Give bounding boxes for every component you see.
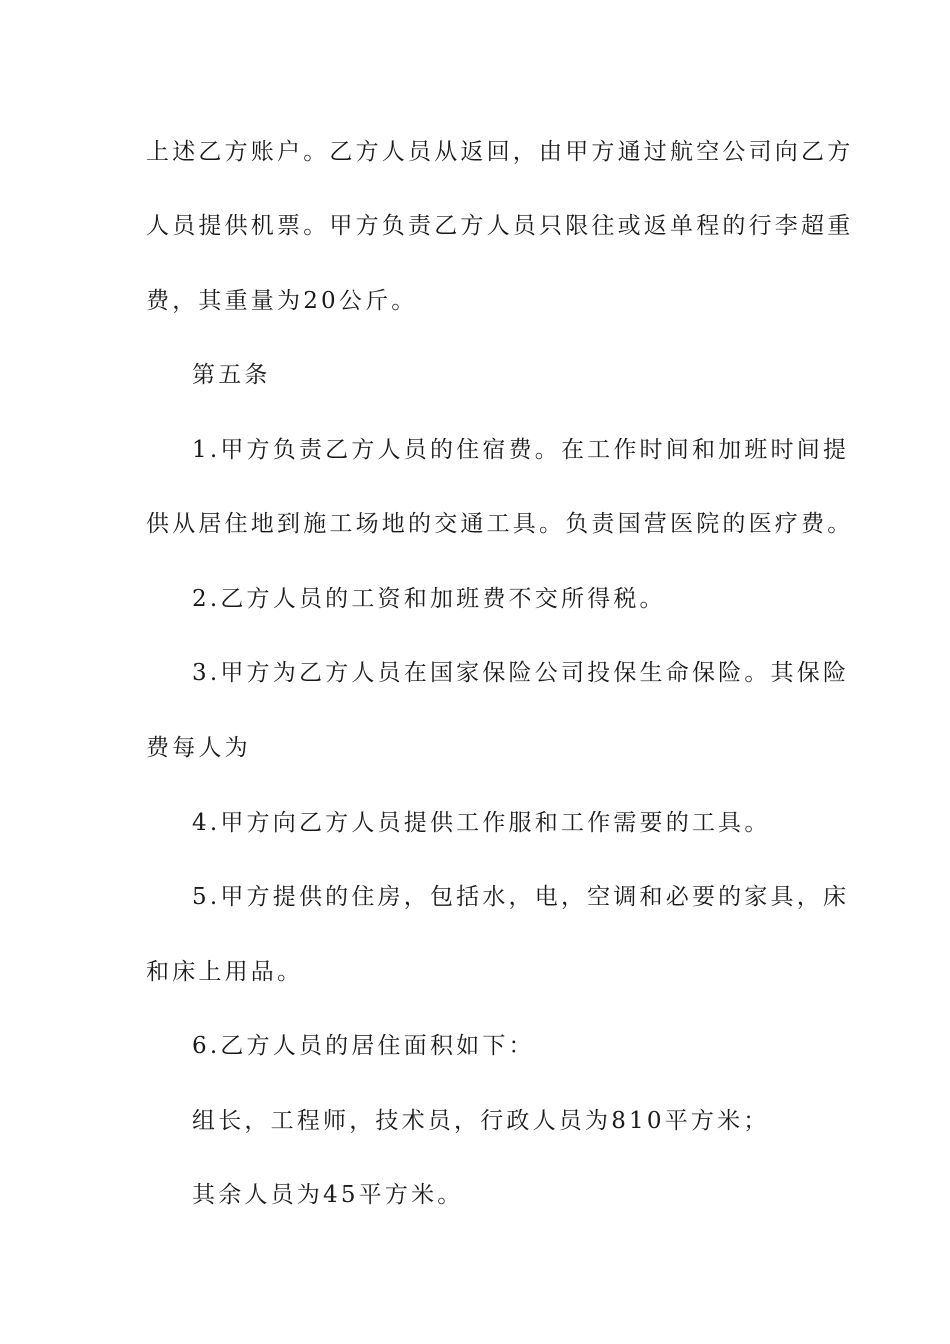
paragraph-line: 和床上用品。: [146, 959, 304, 985]
paragraph-line: 费，其重量为20公斤。: [146, 288, 418, 314]
list-item: 2.乙方人员的工资和加班费不交所得税。: [192, 586, 666, 612]
list-item: 5.甲方提供的住房，包括水，电，空调和必要的家具，床: [192, 884, 850, 910]
section-heading: 第五条: [192, 362, 271, 388]
paragraph-line: 费每人为: [146, 735, 251, 761]
paragraph-line: 供从居住地到施工场地的交通工具。负责国营医院的医疗费。: [146, 511, 854, 537]
paragraph-line: 其余人员为45平方米。: [192, 1182, 464, 1208]
list-item: 1.甲方负责乙方人员的住宿费。在工作时间和加班时间提: [192, 437, 850, 463]
list-item: 3.甲方为乙方人员在国家保险公司投保生命保险。其保险: [192, 660, 850, 686]
paragraph-line: 组长，工程师，技术员，行政人员为810平方米；: [192, 1108, 770, 1134]
paragraph-line: 上述乙方账户。乙方人员从返回，由甲方通过航空公司向乙方: [146, 139, 854, 165]
paragraph-line: 人员提供机票。甲方负责乙方人员只限往或返单程的行李超重: [146, 213, 854, 239]
list-item: 4.甲方向乙方人员提供工作服和工作需要的工具。: [192, 810, 771, 836]
list-item: 6.乙方人员的居住面积如下：: [192, 1033, 535, 1059]
